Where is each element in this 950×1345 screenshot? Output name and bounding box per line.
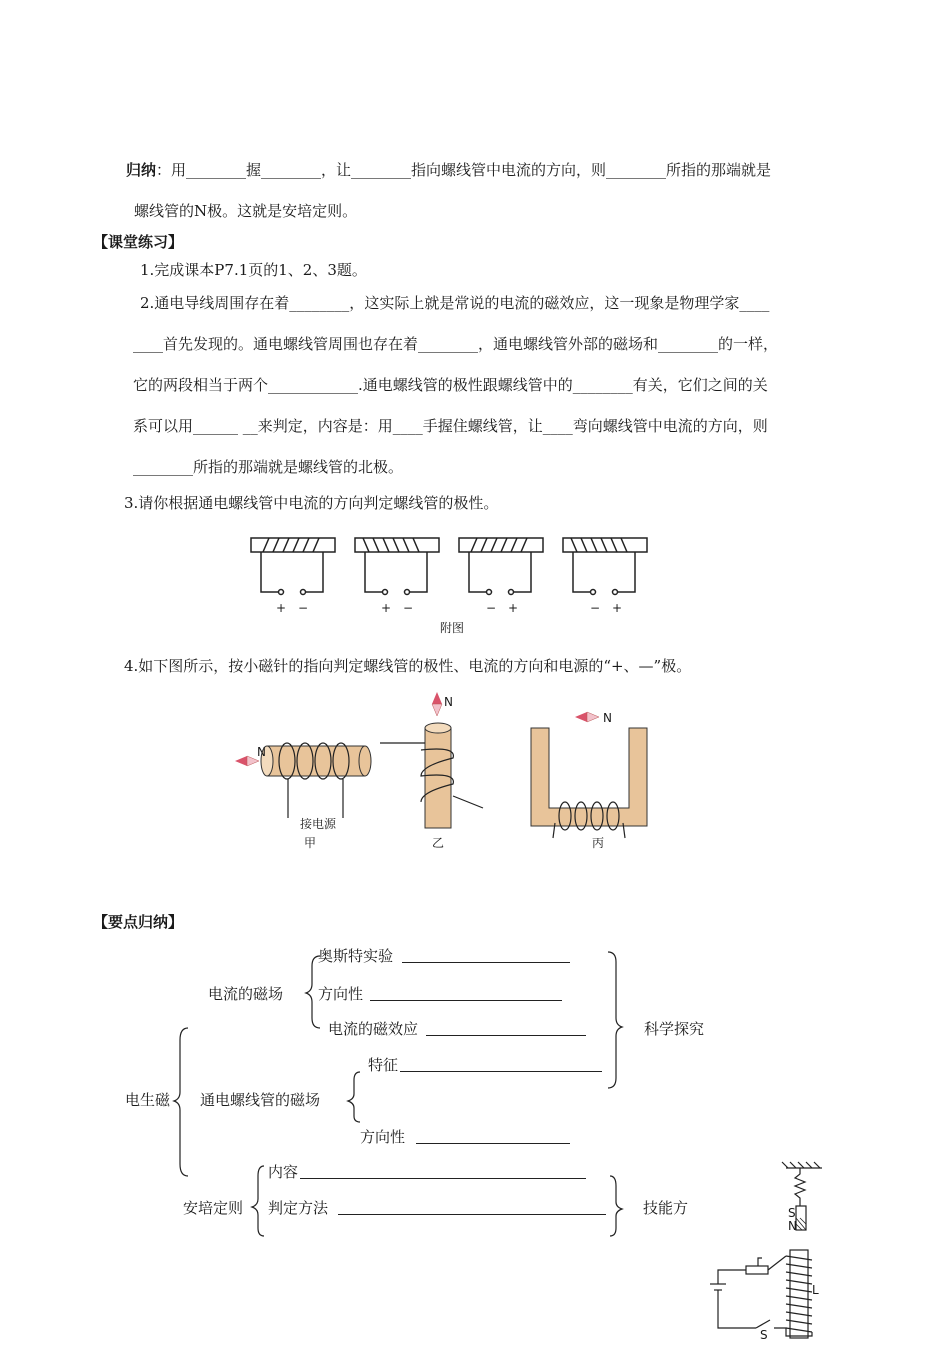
question-2-line-5: ________所指的那端就是螺线管的北极。 [133, 458, 404, 476]
compass-n-a: N [257, 745, 266, 759]
kp-skill: 技能方 [643, 1199, 689, 1217]
terminal-4b: + [612, 601, 623, 615]
circuit-figure [700, 1160, 840, 1344]
terminal-2b: − [403, 601, 414, 615]
question-2-line-3: 它的两段相当于两个____________.通电螺线管的极性跟螺线管中的________有关，它们之间的关 [133, 376, 768, 394]
brace-solenoid-field [348, 1072, 360, 1122]
circuit-n-pole: N [788, 1219, 797, 1233]
terminal-1b: − [298, 601, 309, 615]
keypoints-heading: 【要点归纳】 [93, 913, 184, 931]
kp-root: 电生磁 [125, 1091, 171, 1109]
summary-line-2: 螺线管的N极。这就是安培定则。 [134, 202, 358, 220]
brace-root [174, 1028, 188, 1176]
kp-feature: 特征 [368, 1056, 399, 1074]
rheostat [746, 1266, 768, 1274]
coil-core [790, 1250, 808, 1338]
label-jia: 甲 [304, 836, 317, 850]
kp-solenoid-field: 通电螺线管的磁场 [200, 1091, 321, 1109]
question-2-line-4: 系可以用______ __来判定，内容是：用____手握住螺线管，让____弯向螺线管中电流的方向，则 [133, 417, 768, 435]
question-2-line-1: 2.通电导线周围存在着________，这实际上就是常说的电流的磁效应，这一现象是物理学家____ [140, 294, 770, 312]
brace-skill [610, 1176, 622, 1236]
label-yi: 乙 [432, 836, 445, 850]
question-2-line-2: ____首先发现的。通电螺线管周围也存在着________，通电螺线管外部的磁场和________的一样， [133, 335, 779, 353]
terminal-1a: + [276, 601, 287, 615]
terminal-3a: − [486, 601, 497, 615]
kp-direction: 方向性 [318, 985, 364, 1003]
kp-oersted: 奥斯特实验 [318, 947, 394, 965]
compass-n-c: N [603, 711, 612, 725]
kp-direction-2: 方向性 [360, 1128, 406, 1146]
practice-heading: 【课堂练习】 [93, 233, 184, 251]
brace-ampere-rule [252, 1166, 264, 1236]
summary-text-1: ：用________握________，让________指向螺线管中电流的方向，则________所指的那端就是 [156, 161, 772, 179]
circuit-switch-label: S [760, 1328, 768, 1342]
kp-method: 判定方法 [268, 1199, 329, 1217]
power-label: 接电源 [300, 817, 337, 831]
question-4: 4.如下图所示，按小磁针的指向判定螺线管的极性、电流的方向和电源的“+、—”极。 [124, 657, 692, 675]
circuit-s-pole: S [788, 1206, 796, 1220]
brace-science [608, 952, 622, 1088]
figure-caption: 附图 [440, 621, 465, 635]
question-3: 3.请你根据通电螺线管中电流的方向判定螺线管的极性。 [124, 494, 499, 512]
terminal-2a: + [381, 601, 392, 615]
spring [795, 1168, 805, 1206]
brace-current-field [306, 956, 320, 1028]
kp-content: 内容 [268, 1163, 299, 1181]
kp-science: 科学探究 [644, 1020, 705, 1038]
bar-magnet [796, 1206, 806, 1230]
kp-magnetic-effect: 电流的磁效应 [328, 1020, 419, 1038]
kp-current-field: 电流的磁场 [208, 985, 284, 1003]
terminal-4a: − [590, 601, 601, 615]
compass-n-b: N [444, 695, 453, 709]
summary-label: 归纳 [126, 161, 157, 179]
circuit-coil-label: L [812, 1283, 819, 1297]
question-1: 1.完成课本P7.1页的1、2、3题。 [140, 261, 367, 279]
kp-ampere-rule: 安培定则 [183, 1199, 244, 1217]
label-bing: 丙 [592, 836, 605, 850]
terminal-3b: + [508, 601, 519, 615]
